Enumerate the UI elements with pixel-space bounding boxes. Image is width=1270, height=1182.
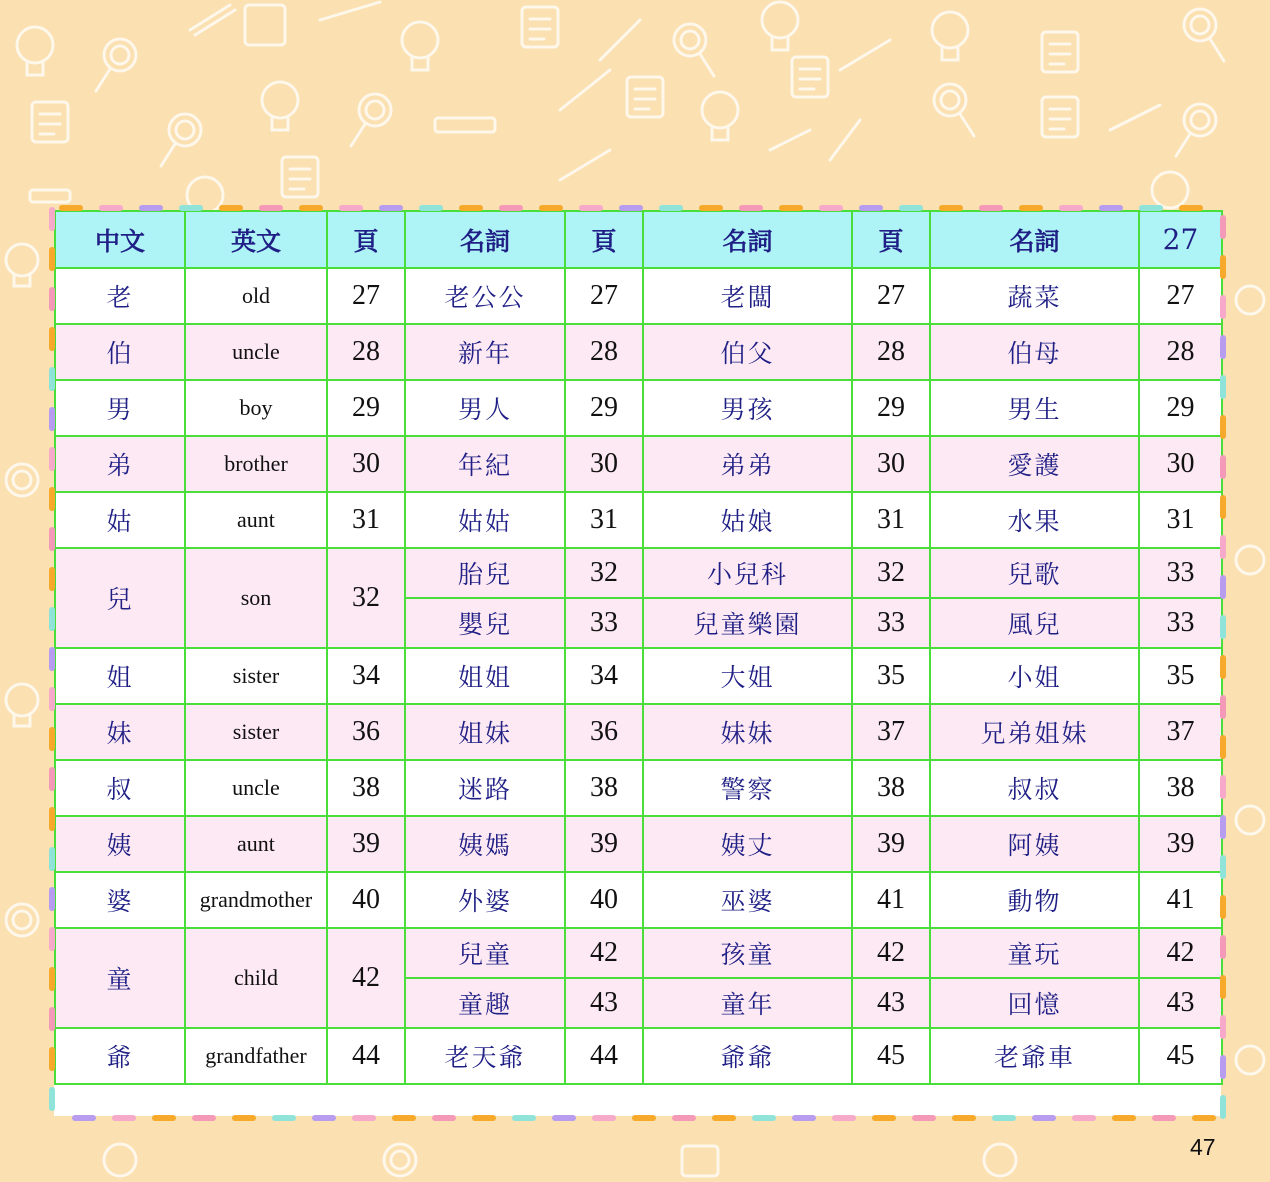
noun-cell: 姨丈 [643,816,852,872]
page-cell: 30 [852,436,930,492]
page-cell: 32 [327,548,405,648]
noun-cell: 妹妹 [643,704,852,760]
noun-cell: 回憶 [930,978,1139,1028]
noun-cell: 胎兒 [405,548,565,598]
noun-cell: 警察 [643,760,852,816]
page-cell: 32 [565,548,643,598]
character-cell: 伯 [55,324,185,380]
page-cell: 33 [1139,548,1222,598]
noun-cell: 爺爺 [643,1028,852,1084]
english-cell: sister [185,704,327,760]
noun-cell: 大姐 [643,648,852,704]
noun-cell: 嬰兒 [405,598,565,648]
page-cell: 42 [565,928,643,978]
table-row [55,548,1222,598]
page-cell: 44 [327,1028,405,1084]
header-page-number: 27 [1139,211,1222,268]
page-cell: 44 [565,1028,643,1084]
character-cell: 兒 [55,548,185,648]
character-cell: 婆 [55,872,185,928]
noun-cell: 小兒科 [643,548,852,598]
page-cell: 42 [852,928,930,978]
page-cell: 31 [565,492,643,548]
table-row [55,928,1222,978]
noun-cell: 年紀 [405,436,565,492]
page-cell: 30 [327,436,405,492]
noun-cell: 男生 [930,380,1139,436]
noun-cell: 老天爺 [405,1028,565,1084]
page-cell: 43 [565,978,643,1028]
character-cell: 姐 [55,648,185,704]
noun-cell: 兒童 [405,928,565,978]
page-cell: 38 [565,760,643,816]
table-row [55,816,1222,872]
table-row [55,1028,1222,1084]
page-cell: 34 [565,648,643,704]
english-cell: grandfather [185,1028,327,1084]
page-cell: 35 [852,648,930,704]
noun-cell: 阿姨 [930,816,1139,872]
page-cell: 39 [327,816,405,872]
header-page: 頁 [565,211,643,268]
header-noun: 名詞 [643,211,852,268]
noun-cell: 老爺車 [930,1028,1139,1084]
page-cell: 27 [1139,268,1222,324]
noun-cell: 姑娘 [643,492,852,548]
noun-cell: 迷路 [405,760,565,816]
english-cell: sister [185,648,327,704]
header-noun: 名詞 [405,211,565,268]
noun-cell: 伯母 [930,324,1139,380]
page-cell: 36 [565,704,643,760]
noun-cell: 巫婆 [643,872,852,928]
noun-cell: 蔬菜 [930,268,1139,324]
page-cell: 43 [1139,978,1222,1028]
character-cell: 弟 [55,436,185,492]
page-cell: 31 [852,492,930,548]
header-row [55,211,1222,268]
noun-cell: 童玩 [930,928,1139,978]
page-cell: 36 [327,704,405,760]
english-cell: grandmother [185,872,327,928]
page-cell: 33 [1139,598,1222,648]
noun-cell: 兄弟姐妹 [930,704,1139,760]
noun-cell: 風兒 [930,598,1139,648]
english-cell: son [185,548,327,648]
table-row [55,760,1222,816]
header-english: 英文 [185,211,327,268]
page-cell: 27 [565,268,643,324]
noun-cell: 男人 [405,380,565,436]
header-page: 頁 [852,211,930,268]
table-row [55,324,1222,380]
noun-cell: 弟弟 [643,436,852,492]
page-cell: 34 [327,648,405,704]
character-cell: 老 [55,268,185,324]
page-cell: 42 [1139,928,1222,978]
character-cell: 童 [55,928,185,1028]
table-row [55,704,1222,760]
page-cell: 39 [565,816,643,872]
character-cell: 爺 [55,1028,185,1084]
page-cell: 41 [1139,872,1222,928]
noun-cell: 童年 [643,978,852,1028]
page-cell: 45 [1139,1028,1222,1084]
english-cell: child [185,928,327,1028]
page-cell: 39 [852,816,930,872]
english-cell: uncle [185,324,327,380]
english-cell: aunt [185,816,327,872]
english-cell: uncle [185,760,327,816]
page-cell: 41 [852,872,930,928]
noun-cell: 姑姑 [405,492,565,548]
table-row [55,872,1222,928]
character-cell: 妹 [55,704,185,760]
character-cell: 男 [55,380,185,436]
page-cell: 39 [1139,816,1222,872]
page-cell: 40 [327,872,405,928]
page-cell: 45 [852,1028,930,1084]
noun-cell: 孩童 [643,928,852,978]
page-cell: 30 [1139,436,1222,492]
noun-cell: 兒歌 [930,548,1139,598]
character-cell: 叔 [55,760,185,816]
noun-cell: 愛護 [930,436,1139,492]
page-cell: 29 [852,380,930,436]
page-cell: 27 [327,268,405,324]
header-page: 頁 [327,211,405,268]
noun-cell: 叔叔 [930,760,1139,816]
noun-cell: 新年 [405,324,565,380]
vocabulary-table [54,210,1223,1085]
noun-cell: 姨媽 [405,816,565,872]
page-cell: 28 [852,324,930,380]
english-cell: old [185,268,327,324]
page-cell: 30 [565,436,643,492]
page-cell: 43 [852,978,930,1028]
character-cell: 姨 [55,816,185,872]
table-row [55,436,1222,492]
english-cell: boy [185,380,327,436]
noun-cell: 動物 [930,872,1139,928]
page-cell: 37 [1139,704,1222,760]
character-cell: 姑 [55,492,185,548]
page-cell: 38 [852,760,930,816]
noun-cell: 男孩 [643,380,852,436]
english-cell: brother [185,436,327,492]
page-cell: 28 [565,324,643,380]
page-cell: 40 [565,872,643,928]
noun-cell: 姐妹 [405,704,565,760]
noun-cell: 兒童樂園 [643,598,852,648]
page-cell: 28 [327,324,405,380]
page-cell: 27 [852,268,930,324]
table-row [55,492,1222,548]
noun-cell: 老闆 [643,268,852,324]
table-row [55,380,1222,436]
noun-cell: 水果 [930,492,1139,548]
noun-cell: 姐姐 [405,648,565,704]
page-cell: 29 [327,380,405,436]
page-cell: 42 [327,928,405,1028]
page-cell: 35 [1139,648,1222,704]
page-cell: 29 [1139,380,1222,436]
table-row [55,648,1222,704]
page-cell: 37 [852,704,930,760]
page-cell: 38 [327,760,405,816]
page-cell: 33 [565,598,643,648]
noun-cell: 老公公 [405,268,565,324]
header-chinese: 中文 [55,211,185,268]
page-cell: 31 [327,492,405,548]
page-cell: 29 [565,380,643,436]
noun-cell: 外婆 [405,872,565,928]
noun-cell: 小姐 [930,648,1139,704]
page-cell: 33 [852,598,930,648]
page-cell: 32 [852,548,930,598]
page-cell: 38 [1139,760,1222,816]
noun-cell: 童趣 [405,978,565,1028]
english-cell: aunt [185,492,327,548]
noun-cell: 伯父 [643,324,852,380]
header-noun: 名詞 [930,211,1139,268]
page-number: 47 [1190,1134,1216,1160]
page-cell: 28 [1139,324,1222,380]
table-row [55,268,1222,324]
page-cell: 31 [1139,492,1222,548]
